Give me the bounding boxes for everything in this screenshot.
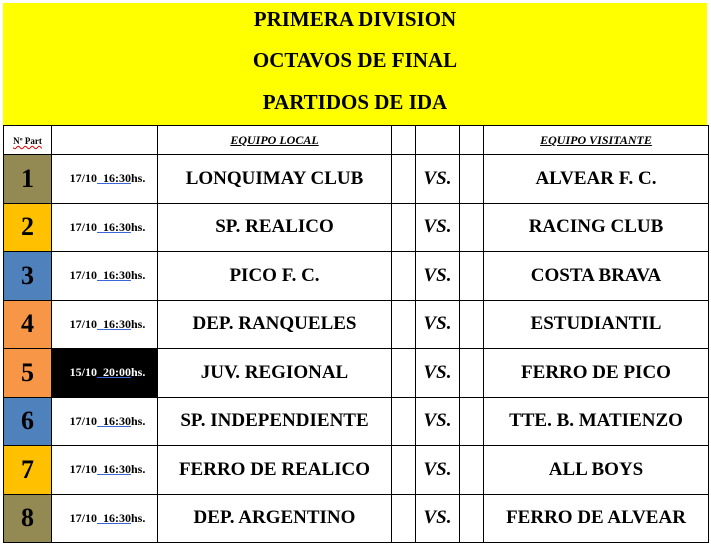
match-number-cell: [4, 397, 52, 446]
home-team-cell: [158, 397, 392, 446]
home-team-cell: [158, 155, 392, 204]
match-date: 17/10: [69, 219, 97, 234]
match-date: 17/10: [69, 316, 97, 331]
division-title: PRIMERA DIVISION: [253, 7, 457, 31]
away-team-cell: [484, 203, 709, 252]
match-date: 17/10: [69, 510, 97, 525]
match-date: 17/10: [69, 171, 97, 186]
home-team: DEP. RANQUELES: [192, 313, 357, 335]
away-team-cell: [484, 494, 709, 543]
match-datetime-cell: [52, 349, 158, 398]
away-team-cell: [484, 397, 709, 446]
spacer-cell: [460, 494, 484, 543]
vs-cell: [416, 300, 460, 349]
match-date: 17/10: [69, 413, 97, 428]
table-row: [4, 203, 709, 252]
match-number: 2: [21, 212, 34, 242]
vs-label: VS.: [423, 361, 452, 383]
away-team-cell: [484, 252, 709, 301]
match-time-suffix: hs.: [131, 268, 146, 283]
match-time-suffix: hs.: [131, 462, 146, 477]
match-number-header: [4, 126, 52, 155]
table-header-row: [4, 126, 709, 155]
match-datetime-cell: [52, 155, 158, 204]
match-number: 7: [21, 454, 34, 484]
match-number-cell: [4, 494, 52, 543]
vs-label: VS.: [423, 167, 452, 189]
match-time: 16:30: [103, 219, 131, 234]
match-time-suffix: hs.: [131, 413, 146, 428]
match-time-suffix: hs.: [131, 316, 146, 331]
match-datetime-cell: [52, 300, 158, 349]
match-number-cell: [4, 252, 52, 301]
away-team-cell: [484, 300, 709, 349]
vs-cell: [416, 155, 460, 204]
match-number: 1: [21, 163, 34, 193]
vs-header: [416, 126, 460, 155]
away-team: FERRO DE PICO: [521, 361, 671, 383]
spacer-cell: [460, 252, 484, 301]
home-team-header-label: EQUIPO LOCAL: [230, 133, 319, 147]
match-time: 16:30: [103, 462, 131, 477]
away-team: TTE. B. MATIENZO: [509, 410, 683, 432]
spacer-cell: [392, 155, 416, 204]
match-number: 5: [21, 357, 34, 387]
spacer-cell: [460, 397, 484, 446]
round-title: OCTAVOS DE FINAL: [252, 48, 458, 72]
vs-cell: [416, 349, 460, 398]
match-number-cell: [4, 349, 52, 398]
vs-cell: [416, 446, 460, 495]
away-team-cell: [484, 155, 709, 204]
spacer-cell: [460, 126, 484, 155]
match-datetime-cell: [52, 446, 158, 495]
home-team-header: [158, 126, 392, 155]
spacer-cell: [460, 155, 484, 204]
home-team-cell: [158, 300, 392, 349]
table-row: [4, 252, 709, 301]
match-number: 3: [21, 260, 34, 290]
spacer-cell: [460, 203, 484, 252]
spacer-cell: [392, 126, 416, 155]
away-team: FERRO DE ALVEAR: [506, 507, 686, 529]
spacer-cell: [460, 300, 484, 349]
away-team: RACING CLUB: [528, 216, 664, 238]
vs-label: VS.: [423, 410, 452, 432]
spacer-cell: [392, 446, 416, 495]
home-team: SP. INDEPENDIENTE: [180, 410, 369, 432]
match-date: 17/10: [69, 268, 97, 283]
match-time-suffix: hs.: [131, 365, 146, 380]
vs-label: VS.: [423, 507, 452, 529]
spacer-cell: [460, 349, 484, 398]
home-team: SP. REALICO: [215, 216, 334, 238]
home-team: DEP. ARGENTINO: [193, 507, 356, 529]
table-row: [4, 300, 709, 349]
match-time: 20:00: [103, 365, 131, 380]
match-number-cell: [4, 203, 52, 252]
match-time: 16:30: [103, 171, 131, 186]
home-team-cell: [158, 349, 392, 398]
away-team: COSTA BRAVA: [530, 264, 662, 286]
vs-label: VS.: [423, 458, 452, 480]
away-team-cell: [484, 446, 709, 495]
fixture-table: [3, 125, 709, 543]
match-number: 8: [21, 503, 34, 533]
match-number: 4: [21, 309, 34, 339]
away-team: ALL BOYS: [548, 458, 644, 480]
match-datetime-cell: [52, 203, 158, 252]
vs-label: VS.: [423, 264, 452, 286]
vs-cell: [416, 252, 460, 301]
date-header: [52, 126, 158, 155]
match-time: 16:30: [103, 413, 131, 428]
vs-cell: [416, 494, 460, 543]
vs-label: VS.: [423, 216, 452, 238]
match-datetime-cell: [52, 494, 158, 543]
away-team-cell: [484, 349, 709, 398]
home-team-cell: [158, 494, 392, 543]
away-team: ALVEAR F. C.: [535, 167, 657, 189]
spacer-cell: [392, 203, 416, 252]
home-team: JUV. REGIONAL: [200, 361, 349, 383]
table-row: [4, 446, 709, 495]
home-team: FERRO DE REALICO: [178, 458, 371, 480]
table-row: [4, 397, 709, 446]
vs-cell: [416, 397, 460, 446]
spacer-cell: [392, 397, 416, 446]
match-number-header-label: Nº Part: [13, 136, 42, 146]
away-team-header: [484, 126, 709, 155]
spacer-cell: [392, 494, 416, 543]
match-time: 16:30: [103, 268, 131, 283]
match-number: 6: [21, 406, 34, 436]
home-team: LONQUIMAY CLUB: [185, 167, 364, 189]
home-team-cell: [158, 252, 392, 301]
match-datetime-cell: [52, 397, 158, 446]
match-time-suffix: hs.: [131, 219, 146, 234]
home-team-cell: [158, 446, 392, 495]
home-team: PICO F. C.: [229, 264, 320, 286]
match-number-cell: [4, 300, 52, 349]
leg-title: PARTIDOS DE IDA: [262, 90, 448, 114]
away-team-header-label: EQUIPO VISITANTE: [540, 133, 652, 147]
match-number-cell: [4, 155, 52, 204]
table-row: [4, 349, 709, 398]
match-time: 16:30: [103, 510, 131, 525]
spacer-cell: [392, 300, 416, 349]
match-time-suffix: hs.: [131, 510, 146, 525]
match-number-cell: [4, 446, 52, 495]
spacer-cell: [392, 252, 416, 301]
spacer-cell: [460, 446, 484, 495]
table-row: [4, 155, 709, 204]
vs-cell: [416, 203, 460, 252]
match-date: 15/10: [69, 365, 97, 380]
spacer-cell: [392, 349, 416, 398]
table-row: [4, 494, 709, 543]
home-team-cell: [158, 203, 392, 252]
match-datetime-cell: [52, 252, 158, 301]
away-team: ESTUDIANTIL: [530, 313, 662, 335]
title-banner: [3, 3, 707, 125]
match-time-suffix: hs.: [131, 171, 146, 186]
match-time: 16:30: [103, 316, 131, 331]
vs-label: VS.: [423, 313, 452, 335]
match-date: 17/10: [69, 462, 97, 477]
